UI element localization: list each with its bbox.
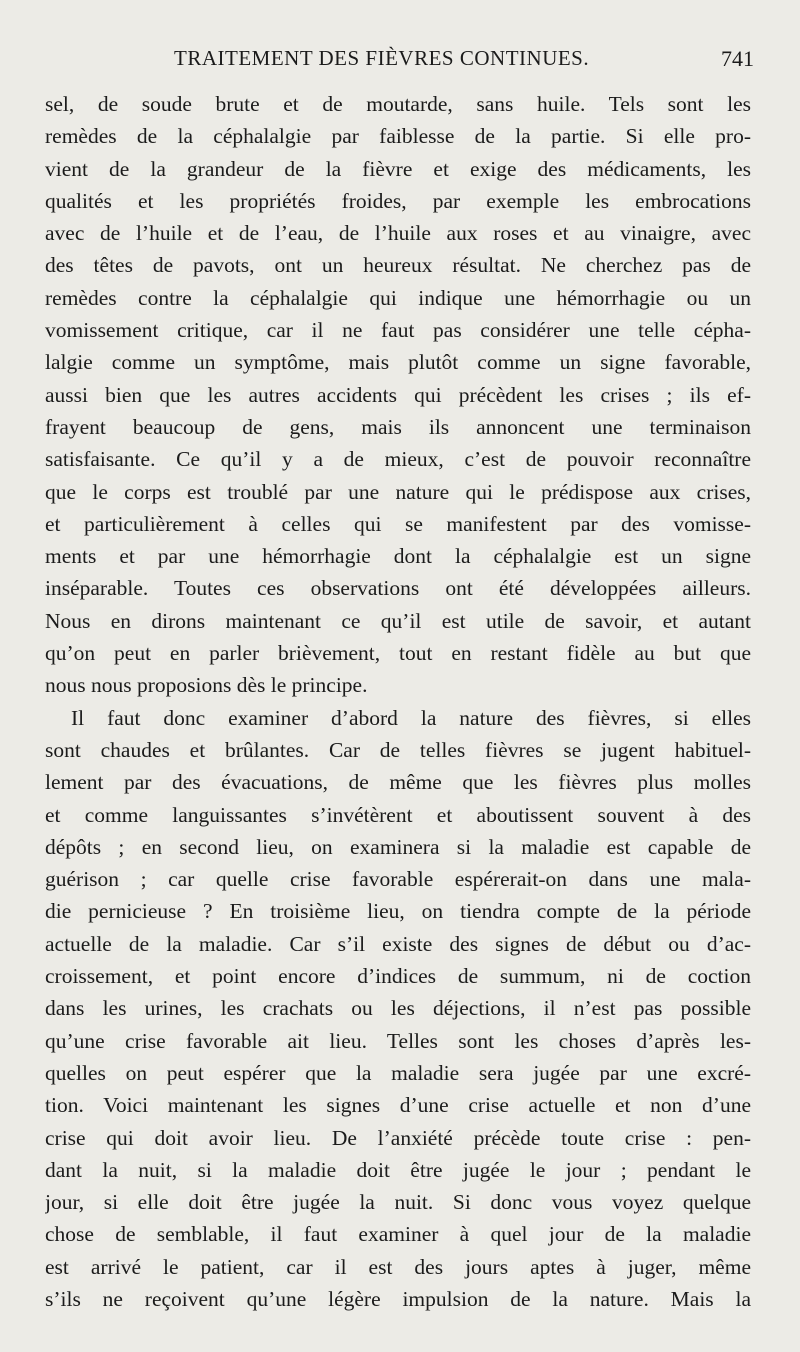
- text-line: qualités et les propriétés froides, par exemple les embrocations: [45, 188, 751, 213]
- text-line: die pernicieuse ? En troisième lieu, on tiendra compte de la période: [45, 899, 751, 924]
- text-line: avec de l’huile et de l’eau, de l’huile aux roses et au vinaigre, avec: [45, 221, 751, 246]
- text-line: s’ils ne reçoivent qu’une légère impulsion de la nature. Mais la: [45, 1286, 751, 1311]
- text-line: et particulièrement à celles qui se manifestent par des vomisse-: [45, 511, 751, 536]
- text-line: dant la nuit, si la maladie doit être jugée le jour ; pendant le: [45, 1157, 751, 1182]
- text-line: guérison ; car quelle crise favorable espérerait-on dans une mala-: [45, 867, 751, 892]
- text-line: et comme languissantes s’invétèrent et aboutissent souvent à des: [45, 802, 751, 827]
- text-line: sont chaudes et brûlantes. Car de telles fièvres se jugent habituel-: [45, 737, 751, 762]
- text-line: vomissement critique, car il ne faut pas considérer une telle cépha-: [45, 318, 751, 343]
- text-line: satisfaisante. Ce qu’il y a de mieux, c’est de pouvoir reconnaître: [45, 447, 751, 472]
- text-line: lement par des évacuations, de même que les fièvres plus molles: [45, 770, 751, 795]
- text-line: qu’une crise favorable ait lieu. Telles sont les choses d’après les-: [45, 1028, 751, 1053]
- text-line: quelles on peut espérer que la maladie sera jugée par une excré-: [45, 1060, 751, 1085]
- text-line: remèdes contre la céphalalgie qui indique une hémorrhagie ou un: [45, 285, 751, 310]
- text-line: est arrivé le patient, car il est des jours aptes à juger, même: [45, 1254, 751, 1279]
- text-line: des têtes de pavots, ont un heureux résultat. Ne cherchez pas de: [45, 253, 751, 278]
- text-line: jour, si elle doit être jugée la nuit. Si donc vous voyez quelque: [45, 1190, 751, 1215]
- text-line: frayent beaucoup de gens, mais ils annoncent une terminaison: [45, 414, 751, 439]
- text-line: aussi bien que les autres accidents qui précèdent les crises ; ils ef-: [45, 382, 751, 407]
- text-line: qu’on peut en parler brièvement, tout en restant fidèle au but que: [45, 641, 751, 666]
- text-line: remèdes de la céphalalgie par faiblesse de la partie. Si elle pro-: [45, 124, 751, 149]
- text-line: ments et par une hémorrhagie dont la céphalalgie est un signe: [45, 544, 751, 569]
- paragraph-start-line: Il faut donc examiner d’abord la nature des fièvres, si elles: [71, 705, 751, 730]
- text-line: tion. Voici maintenant les signes d’une crise actuelle et non d’une: [45, 1093, 751, 1118]
- text-line: croissement, et point encore d’indices de summum, ni de coction: [45, 964, 751, 989]
- body-text: [45, 88, 751, 1315]
- text-line: dépôts ; en second lieu, on examinera si la maladie est capable de: [45, 834, 751, 859]
- text-line: lalgie comme un symptôme, mais plutôt comme un signe favorable,: [45, 350, 751, 375]
- text-line: inséparable. Toutes ces observations ont été développées ailleurs.: [45, 576, 751, 601]
- page-number: 741: [721, 46, 754, 71]
- running-title: TRAITEMENT DES FIÈVRES CONTINUES.: [174, 46, 590, 70]
- text-line: vient de la grandeur de la fièvre et exige des médicaments, les: [45, 156, 751, 181]
- text-line: sel, de soude brute et de moutarde, sans huile. Tels sont les: [45, 92, 751, 116]
- text-line: chose de semblable, il faut examiner à quel jour de la maladie: [45, 1222, 751, 1247]
- text-line: dans les urines, les crachats ou les déjections, il n’est pas possible: [45, 996, 751, 1021]
- paragraph-end-line: nous nous proposions dès le principe.: [45, 673, 368, 698]
- text-line: Nous en dirons maintenant ce qu’il est utile de savoir, et autant: [45, 608, 751, 633]
- running-head: [44, 46, 754, 78]
- text-line: actuelle de la maladie. Car s’il existe des signes de début ou d’ac-: [45, 931, 751, 956]
- text-line: que le corps est troublé par une nature qui le prédispose aux crises,: [45, 479, 751, 504]
- text-line: crise qui doit avoir lieu. De l’anxiété précède toute crise : pen-: [45, 1125, 751, 1150]
